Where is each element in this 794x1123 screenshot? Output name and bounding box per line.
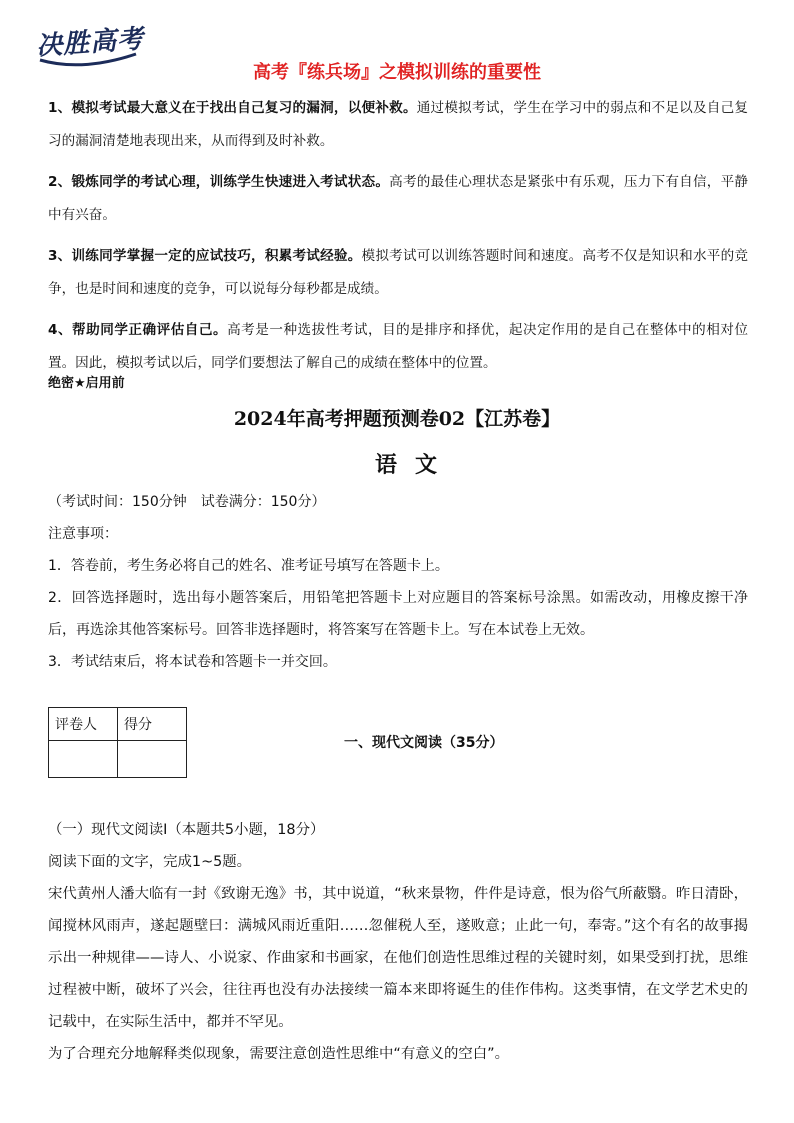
reading-paragraph: 为了合理充分地解释类似现象，需要注意创造性思维中“有意义的空白”。 [48,1046,510,1062]
intro-item [48,314,748,380]
score-cell [118,741,187,778]
intro-lead: 1、模拟考试最大意义在于找出自己复习的漏洞，以便补救。 [48,100,417,116]
intro-lead: 3、训练同学掌握一定的应试技巧，积累考试经验。 [48,248,362,264]
reading-instruction: 阅读下面的文字，完成1~5题。 [48,854,252,870]
grader-header: 评卷人 [49,708,118,741]
notice-item: 3．考试结束后，将本试卷和答题卡一并交回。 [48,654,337,670]
intro-section [48,92,748,388]
notice-item: 1．答卷前，考生务必将自己的姓名、准考证号填写在答题卡上。 [48,558,449,574]
banner-title: 高考『练兵场』之模拟训练的重要性 [253,62,541,83]
intro-item [48,240,748,306]
notice-item: 2．回答选择题时，选出每小题答案后，用铅笔把答题卡上对应题目的答案标号涂黑。如需改动，用橡皮擦干净后，再选涂其他答案标号。回答非选择题时，将答案写在答题卡上。写在本试卷上无效。 [48,590,748,638]
intro-lead: 2、锻炼同学的考试心理，训练学生快速进入考试状态。 [48,174,390,190]
page-title: 2024年高考押题预测卷02【江苏卷】 [233,408,561,430]
notice-title: 注意事项： [48,526,118,542]
intro-body: 高考的最佳心理状态是紧张中有乐观，压力下有自信，平静中有兴奋。 [48,174,748,223]
exam-info [48,486,748,678]
subject-title: 语文 [374,452,455,478]
section-heading: 一、现代文阅读（35分） [344,735,504,751]
intro-body: 通过模拟考试，学生在学习中的弱点和不足以及自己复习的漏洞清楚地表现出来，从而得到及时补救。 [48,100,748,149]
confidential-label: 绝密★启用前 [48,376,125,391]
intro-body: 高考是一种选拔性考试，目的是排序和择优，起决定作用的是自己在整体中的相对位置。因此，模拟考试以后，同学们要想法了解自己的成绩在整体中的位置。 [48,322,748,371]
intro-lead: 4、帮助同学正确评估自己。 [48,322,228,338]
reading-paragraph: 宋代黄州人潘大临有一封《致谢无逸》书，其中说道，“秋来景物，件件是诗意，恨为俗气所蔽翳。昨日清卧，闻搅林风雨声，遂起题壁曰：满城风雨近重阳……忽催税人至，遂败意；止此一句，奉寄。”这个有名的故事揭示出一种规律——诗人、小说家、作曲家和书画家，在他们创造性思维过程的关键时刻，如果受到打扰，思维过程被中断，破坏了兴会，往往再也没有办法接续一篇本来即将诞生的佳作伟构。这类事情，在文学艺术史的记载中，在实际生活中，都并不罕见。 [48,886,748,1030]
reading-section [48,814,748,1070]
exam-time: （考试时间：150分钟 试卷满分：150分） [48,494,326,510]
logo-text: 决胜高考 [35,24,146,62]
intro-item [48,92,748,158]
grading-table [48,707,187,778]
intro-item [48,166,748,232]
grader-cell [49,741,118,778]
score-header: 得分 [118,708,187,741]
intro-body: 模拟考试可以训练答题时间和速度。高考不仅是知识和水平的竞争，也是时间和速度的竞争，可以说每分每秒都是成绩。 [48,248,748,297]
reading-subheading: （一）现代文阅读Ⅰ（本题共5小题，18分） [48,822,325,838]
